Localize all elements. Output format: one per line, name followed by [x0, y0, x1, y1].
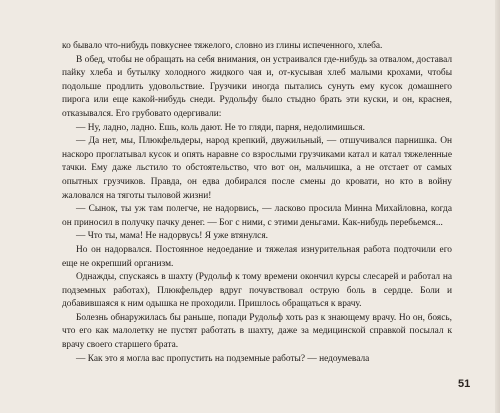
- paragraph-2: В обед, чтобы не обращать на себя внимания, он устраивался где-нибудь за отвалом, доставал пайку хлеба и бутылку холодного жидкого чая и, от-кусывая хлеб малыми крохами, чтобы подольше продлить удовольствие. Грузчики иногда пытались сунуть ему кусок домашнего пирога или еще какой-нибудь снеди. Рудольфу было стыдно брать эти куски, и он, краснея, отказывался. Его грубовато одергивали:: [62, 54, 452, 119]
- paragraph-3: — Ну, ладно, ладно. Ешь, коль дают. Не то гляди, парня, недолимишься.: [76, 122, 366, 133]
- paragraph-1: ко бывало что-нибудь повкуснее тяжелого, словно из глины испеченного, хлеба.: [62, 41, 383, 51]
- paragraph-9: Болезнь обнаружилась бы раньше, попади Рудольф хоть раз к знающему врачу. Но он, боясь, что его как малолетку не пустят работать в шахту, даже за медицинской справкой посылал к врачу своего старшего брата.: [62, 312, 452, 351]
- paragraph-4: — Да нет, мы, Плюкфельдеры, народ крепкий, двужильный, — отшучивался парнишка. Он наскоро проглатывал кусок и опять наравне со взрослыми грузчиками катал и катал тяжеленные тачки. Ему даже льстило то обстоятельство, что вот он, мальчишка, а не отстает от самых опытных грузчиков. Правда, он едва добирался после смены до кровати, но кто в войну жаловался на тяготы тыловой жизни!: [62, 136, 452, 201]
- body-text: [62, 40, 452, 366]
- paragraph-6: — Что ты, мама! Не надорвусь! Я уже втянулся.: [76, 231, 269, 242]
- page-edge-shadow: [495, 0, 500, 413]
- paragraph-8: Однажды, спускаясь в шахту (Рудольф к тому времени окончил курсы слесарей и работал на подземных работах), Плюкфельдер вдруг почувствовал острую боль в сердце. Боли и добавившаяся к ним одышка не проходили. Пришлось обращаться к врачу.: [62, 272, 452, 310]
- paragraph-5: — Сынок, ты уж там полегче, не надорвись, — ласково просила Минна Михайловна, когда он приносил в получку пачку денег. — Бог с ними, с этими деньгами. Как-нибудь перебьемся...: [62, 204, 452, 228]
- page-number: 51: [458, 378, 471, 390]
- paragraph-7: Но он надорвался. Постоянное недоедание и тяжелая изнурительная работа подточили его еще не окрепший организм.: [62, 244, 452, 269]
- paragraph-10: — Как это я могла вас пропустить на подземные работы? — недоумевала: [76, 353, 370, 364]
